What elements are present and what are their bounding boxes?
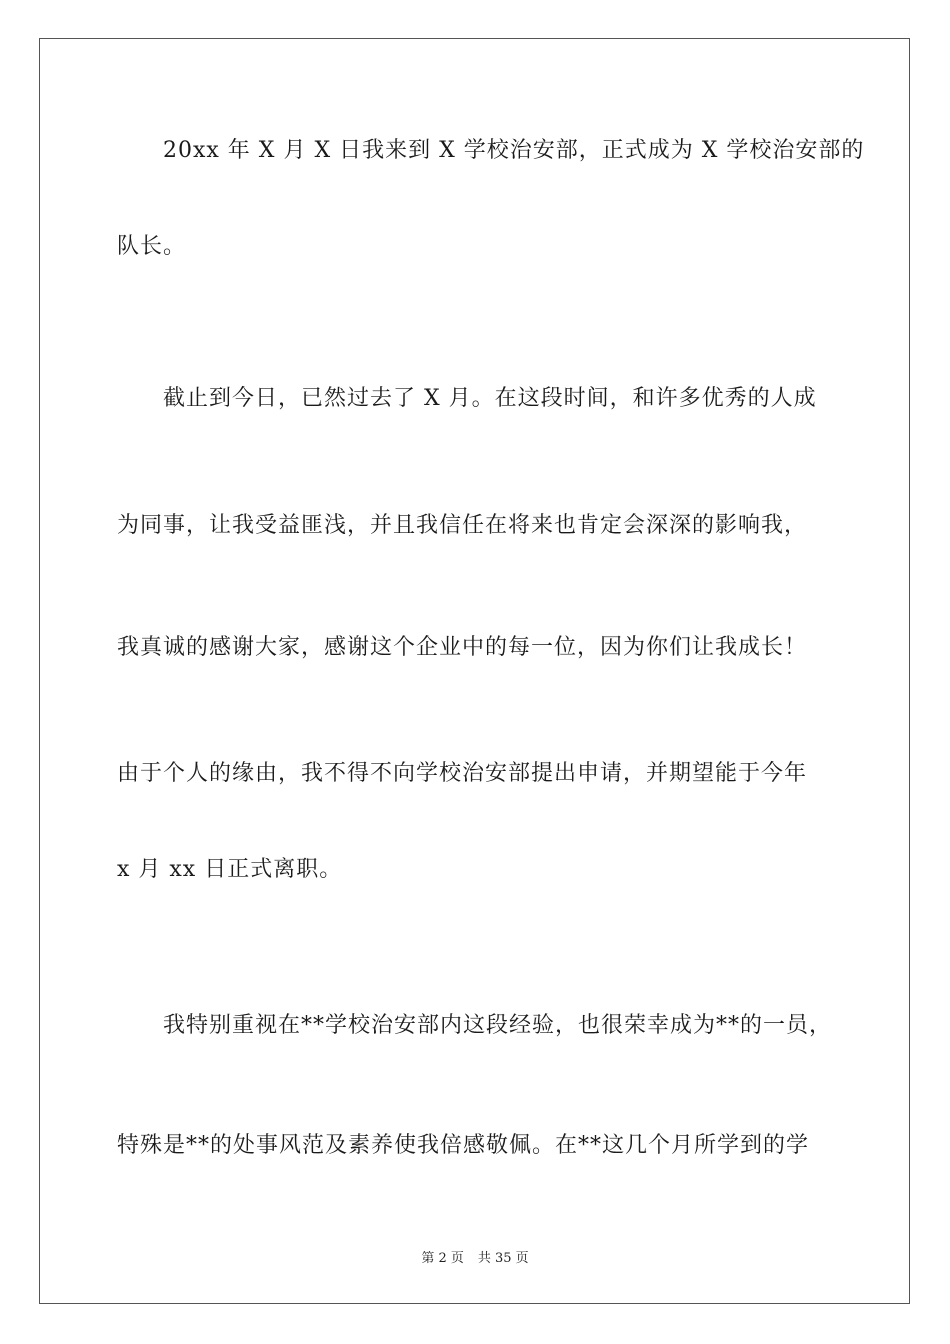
paragraph-line: x 月 xx 日正式离职。 [117, 857, 343, 882]
page-border [39, 38, 910, 1304]
paragraph-line: 队长。 [117, 234, 187, 259]
total-pages: 共 35 页 [477, 1251, 529, 1266]
paragraph-line: 20xx 年 X 月 X 日我来到 X 学校治安部，正式成为 X 学校治安部的 [163, 138, 865, 163]
paragraph-line: 截止到今日，已然过去了 X 月。在这段时间，和许多优秀的人成 [163, 386, 817, 411]
paragraph-line: 我特别重视在**学校治安部内这段经验，也很荣幸成为**的一员， [163, 1013, 833, 1038]
paragraph-line: 特殊是**的处事风范及素养使我倍感敬佩。在**这几个月所学到的学 [117, 1133, 810, 1158]
page-footer [0, 1247, 950, 1266]
paragraph-line: 为同事，让我受益匪浅，并且我信任在将来也肯定会深深的影响我， [117, 513, 808, 538]
paragraph-line: 由于个人的缘由，我不得不向学校治安部提出申请，并期望能于今年 [117, 761, 808, 786]
paragraph-line: 我真诚的感谢大家，感谢这个企业中的每一位，因为你们让我成长！ [117, 635, 808, 660]
page-number: 第 2 页 [421, 1251, 464, 1266]
